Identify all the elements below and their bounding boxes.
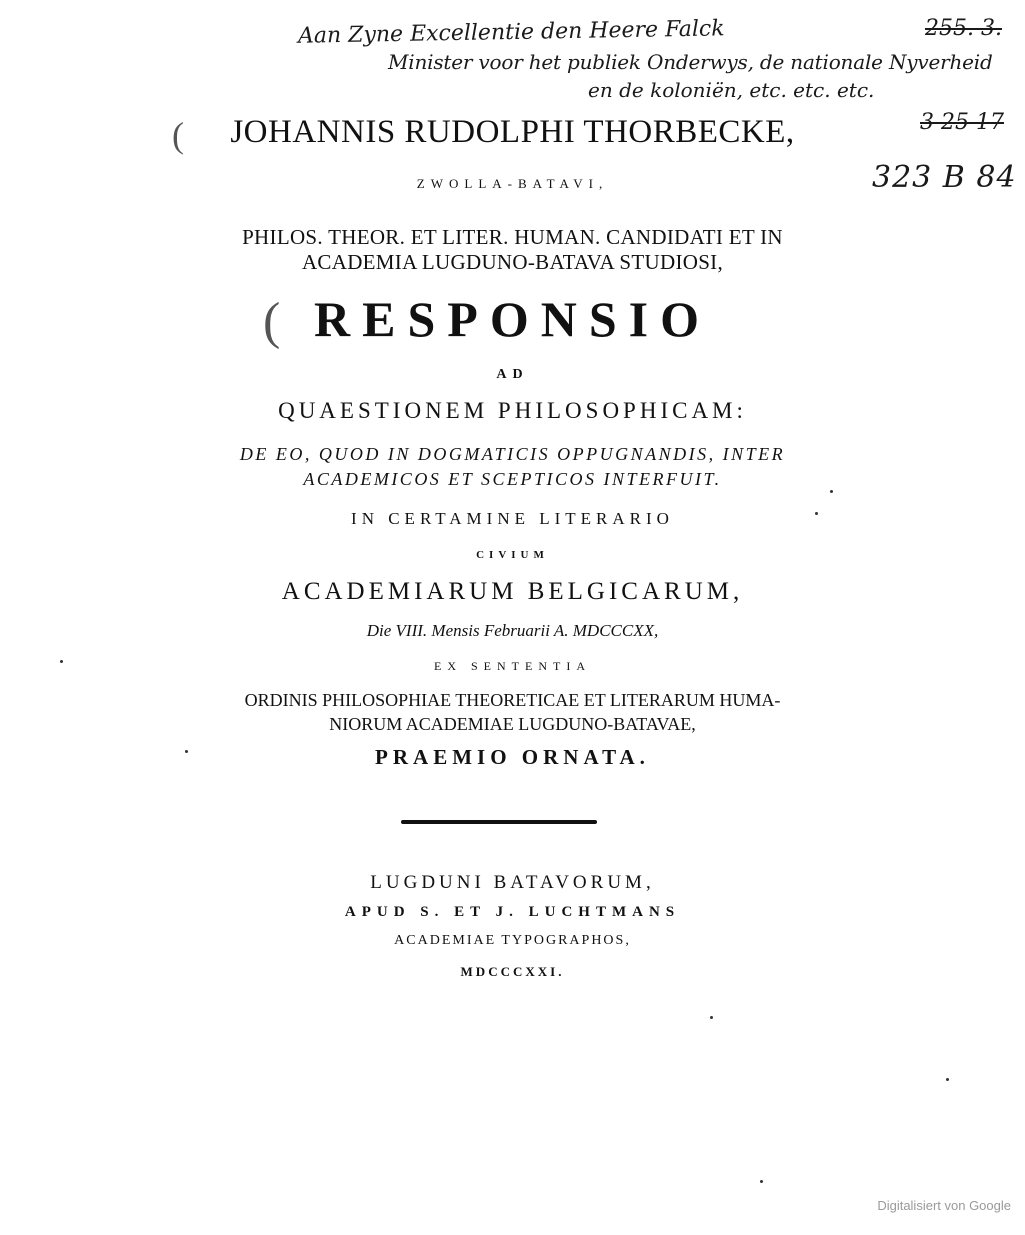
title-preposition: AD xyxy=(496,367,529,382)
order-line-2: NIORUM ACADEMIAE LUGDUNO-BATAVAE, xyxy=(329,714,696,734)
imprint-publisher: APUD S. ET J. LUCHTMANS xyxy=(344,904,681,920)
handwritten-dedication-line-3: en de koloniën, etc. etc. etc. xyxy=(588,78,875,102)
work-title: RESPONSIO xyxy=(314,291,711,347)
imprint-year: MDCCCXXI. xyxy=(460,964,565,979)
paper-speck xyxy=(60,660,63,663)
author-origin: ZWOLLA-BATAVI, xyxy=(416,176,609,191)
civium-line: CIVIUM xyxy=(476,549,549,561)
award-line: PRAEMIO ORNATA. xyxy=(375,745,650,769)
paper-speck xyxy=(946,1078,949,1081)
date-line: Die VIII. Mensis Februarii A. MDCCCXX, xyxy=(366,621,659,640)
credentials-line-1: PHILOS. THEOR. ET LITER. HUMAN. CANDIDATI ET IN xyxy=(242,225,783,249)
digitization-watermark: Digitalisiert von Google xyxy=(877,1198,1011,1213)
struck-shelf-mark-2: 3 25 17 xyxy=(920,110,1004,135)
imprint-role: ACADEMIAE TYPOGRAPHOS, xyxy=(394,933,631,948)
margin-bracket-1: ( xyxy=(172,115,184,155)
paper-speck xyxy=(760,1180,763,1183)
question-line-1: DE EO, QUOD IN DOGMATICIS OPPUGNANDIS, INTER xyxy=(239,444,786,464)
contest-line: IN CERTAMINE LITERARIO xyxy=(351,509,674,528)
margin-bracket-2: ( xyxy=(263,293,281,350)
handwritten-dedication-line-2: Minister voor het publiek Onderwys, de nationale Nyverheid xyxy=(388,50,993,74)
academies-line: ACADEMIARUM BELGICARUM, xyxy=(281,578,744,605)
decorative-rule xyxy=(401,820,597,824)
author-name: JOHANNIS RUDOLPHI THORBECKE, xyxy=(230,114,795,150)
paper-speck xyxy=(185,750,188,753)
struck-shelf-mark-1: 255. 3. xyxy=(925,16,1002,41)
question-line-2: ACADEMICOS ET SCEPTICOS INTERFUIT. xyxy=(303,469,722,489)
imprint-place: LUGDUNI BATAVORUM, xyxy=(370,872,655,893)
question-heading: QUAESTIONEM PHILOSOPHICAM: xyxy=(278,398,747,423)
order-line-1: ORDINIS PHILOSOPHIAE THEORETICAE ET LITERARUM HUMA- xyxy=(244,690,781,710)
shelf-mark: 323 B 84 xyxy=(872,160,1017,195)
paper-speck xyxy=(830,490,833,493)
ex-sententia-line: EX SENTENTIA xyxy=(434,659,591,673)
handwritten-dedication-line-1: Aan Zyne Excellentie den Heere Falck xyxy=(297,16,725,49)
paper-speck xyxy=(815,512,818,515)
credentials-line-2: ACADEMIA LUGDUNO-BATAVA STUDIOSI, xyxy=(301,250,724,274)
paper-speck xyxy=(710,1016,713,1019)
